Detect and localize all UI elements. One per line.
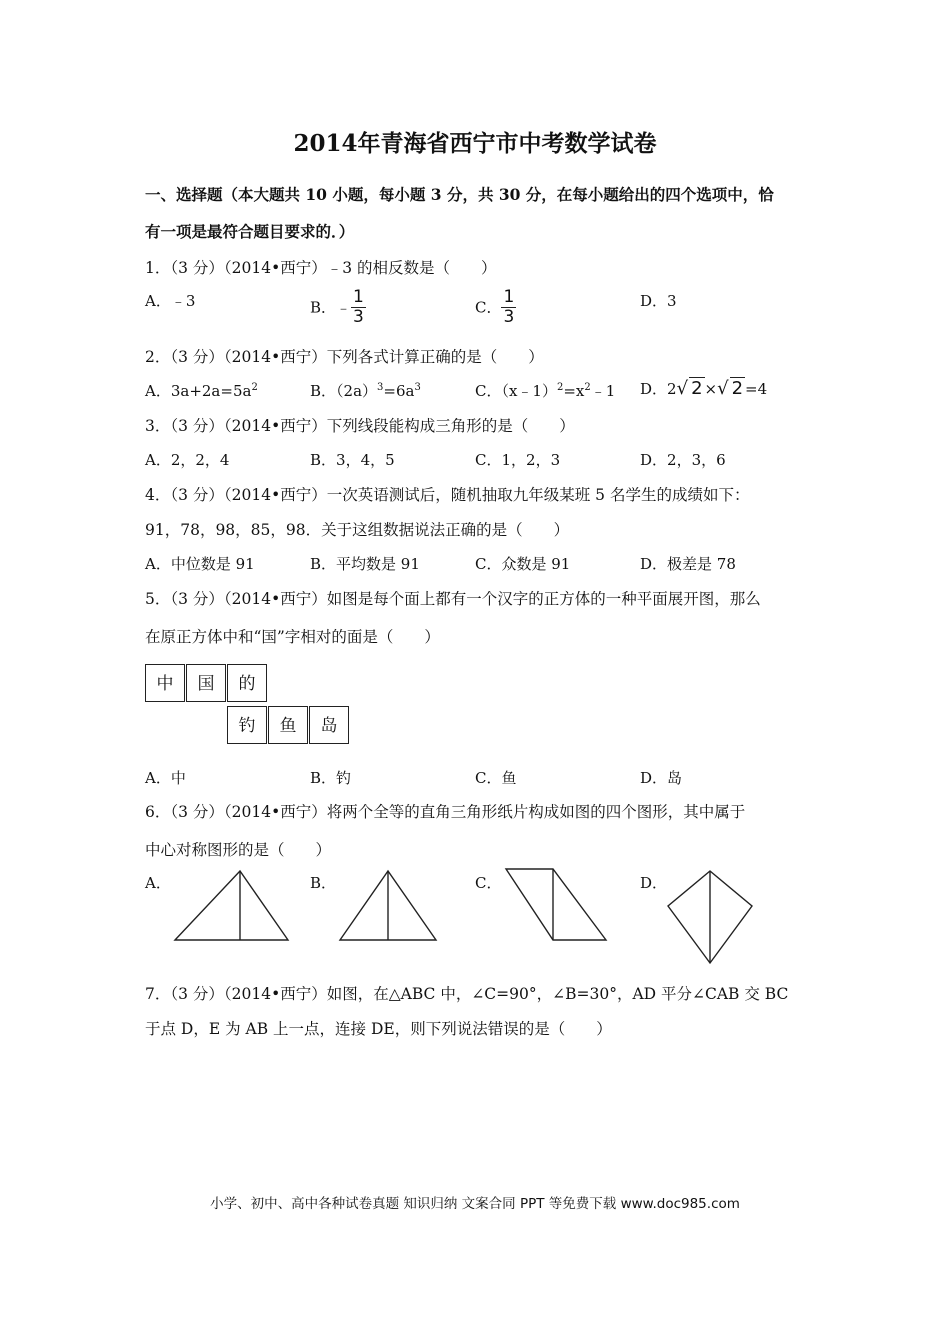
q3-option-c: C．1，2，3: [475, 451, 561, 469]
q5-option-a: A．中: [145, 769, 186, 787]
question-1-stem: 1．（3 分）（2014•西宁）﹣3 的相反数是（ ）: [145, 259, 497, 277]
q1-option-a: A．﹣3: [145, 292, 196, 310]
q6-figure-a: [175, 871, 288, 940]
q6-option-b-label: B．: [310, 874, 337, 892]
q3-option-a: A．2，2，4: [145, 451, 230, 469]
q6-option-d-label: D．: [640, 874, 668, 892]
net-face: 岛: [309, 706, 349, 744]
q3-option-b: B．3，4，5: [310, 451, 395, 469]
q6-figure-d: [668, 871, 752, 963]
section-header-line2: 有一项是最符合题目要求的．）: [145, 222, 355, 241]
q2-option-b: B．$(2a)^3=6a^3$: [310, 382, 421, 400]
question-7-stem-line2: 于点 D，E 为 AB 上一点，连接 DE，则下列说法错误的是（ ）: [145, 1020, 612, 1038]
q4-option-b: B．平均数是 91: [310, 555, 420, 573]
q6-figure-b: [340, 871, 436, 940]
question-5-stem-line2: 在原正方体中和“国”字相对的面是（ ）: [145, 628, 440, 646]
section-header-line1: 一、选择题（本大题共 10 小题，每小题 3 分，共 30 分，在每小题给出的四个选项中，恰: [145, 185, 774, 204]
q1-option-d: D．3: [640, 292, 677, 310]
net-face: 鱼: [268, 706, 308, 744]
question-4-stem-line2: 91，78，98，85，98．关于这组数据说法正确的是（ ）: [145, 521, 570, 539]
page-title: 2014年青海省西宁市中考数学试卷: [293, 130, 657, 157]
q4-option-a: A．中位数是 91: [145, 555, 255, 573]
net-face: 钓: [227, 706, 267, 744]
q6-option-a-label: A．: [145, 874, 171, 892]
q1-option-c: C． $\frac{1}{3}$: [475, 287, 515, 327]
question-3-stem: 3．（3 分）（2014•西宁）下列线段能构成三角形的是（ ）: [145, 417, 575, 435]
q4-option-c: C．众数是 91: [475, 555, 571, 573]
net-face: 中: [145, 664, 185, 702]
q2-option-a: A．$3a+2a=5a^2$: [145, 382, 258, 400]
question-6-stem-line2: 中心对称图形的是（ ）: [145, 841, 332, 859]
page-footer: 小学、初中、高中各种试卷真题 知识归纳 文案合同 PPT 等免费下载 www.doc985.com: [210, 1196, 740, 1212]
question-5-stem-line1: 5．（3 分）（2014•西宁）如图是每个面上都有一个汉字的正方体的一种平面展开图，那么: [145, 590, 761, 608]
q5-option-b: B．钓: [310, 769, 352, 787]
question-2-stem: 2．（3 分）（2014•西宁）下列各式计算正确的是（ ）: [145, 348, 544, 366]
q1-option-b: B．﹣ $\frac{1}{3}$: [310, 287, 364, 327]
net-face: 国: [186, 664, 226, 702]
question-4-stem-line1: 4．（3 分）（2014•西宁）一次英语测试后，随机抽取九年级某班 5 名学生的成绩如下：: [145, 486, 750, 504]
q5-option-d: D．岛: [640, 769, 683, 787]
question-7-stem-line1: 7．（3 分）（2014•西宁）如图，在△ABC 中，∠C=90°，∠B=30°，AD 平分∠CAB 交 BC: [145, 985, 789, 1003]
net-face: 的: [227, 664, 267, 702]
q6-option-c-label: C．: [475, 874, 502, 892]
q6-figure-c: [506, 869, 606, 940]
q2-option-c: C．$(x﹣1)^2=x^2﹣1$: [475, 382, 616, 400]
q3-option-d: D．2，3，6: [640, 451, 726, 469]
q2-option-d: D．2√ 2 ×√ 2 =4: [640, 378, 768, 399]
q4-option-d: D．极差是 78: [640, 555, 736, 573]
question-6-stem-line1: 6．（3 分）（2014•西宁）将两个全等的直角三角形纸片构成如图的四个图形，其中属于: [145, 803, 746, 821]
q5-option-c: C．鱼: [475, 769, 517, 787]
